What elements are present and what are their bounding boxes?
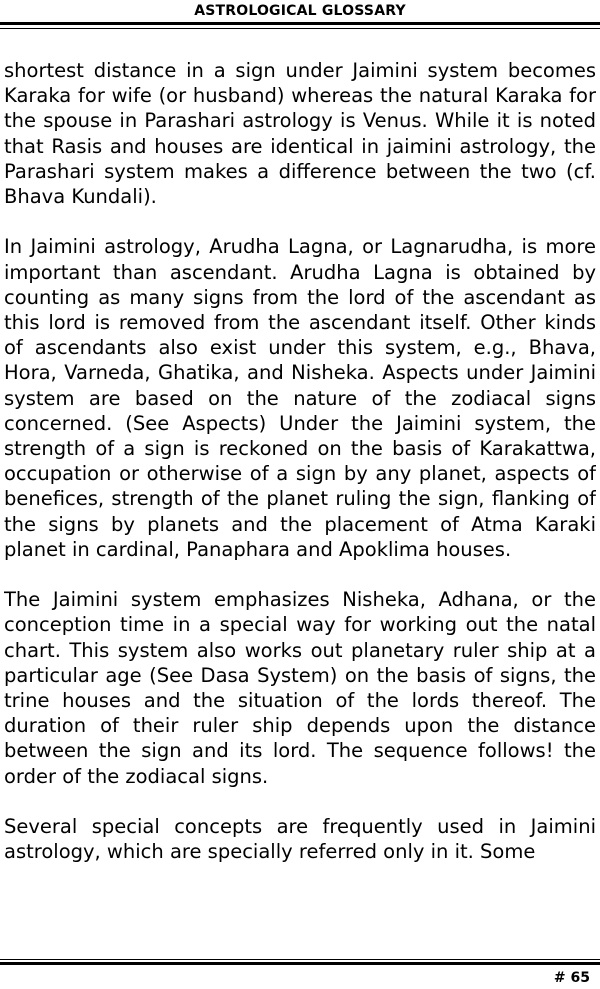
body-text [4, 58, 596, 952]
page-number: # 65 [553, 970, 590, 986]
header-rule-thick [0, 22, 600, 25]
footer-rule-thick [0, 962, 600, 965]
footer-rule-thin [0, 959, 600, 960]
paragraph-3: The Jaimini system emphasizes Nisheka, Adhana, or the conception time in a special way for working out the natal chart. This system also works out planetary ruler ship at a particular age (See Dasa System) on the basis of signs, the trine houses and the situation of the lords thereof. The duration of their ruler ship depends upon the distance between the sign and its lord. The sequence follows! the order of the zodiacal signs. [4, 588, 596, 788]
running-header: ASTROLOGICAL GLOSSARY [194, 3, 406, 19]
paragraph-1: shortest distance in a sign under Jaimini system becomes Karaka for wife (or husband) whereas the natural Karaka for the spouse in Parashari astrology is Venus. While it is noted that Rasis and houses are identical in jaimini astrology, the Parashari system makes a difference between the two (cf. Bhava Kundali). [4, 59, 596, 209]
paragraph-2: In Jaimini astrology, Arudha Lagna, or Lagnarudha, is more important than ascendant. Arudha Lagna is obtained by counting as many signs from the lord of the ascendant as this lord is removed from the ascendant itself. Other kinds of ascendants also exist under this system, e.g., Bhava, Hora, Varneda, Ghatika, and Nisheka. Aspects under Jaimini system are based on the nature of the zodiacal signs concerned. (See Aspects) Under the Jaimini system, the strength of a sign is reckoned on the basis of Karakattwa, occupation or otherwise of a sign by any planet, aspects of benefices, strength of the planet ruling the sign, flanking of the signs by planets and the placement of Atma Karaki planet in cardinal, Panaphara and Apoklima houses. [4, 235, 596, 561]
paragraph-4: Several special concepts are frequently used in Jaimini astrology, which are specially referred only in it. Some [4, 815, 596, 864]
header-rule-thin [0, 28, 600, 29]
